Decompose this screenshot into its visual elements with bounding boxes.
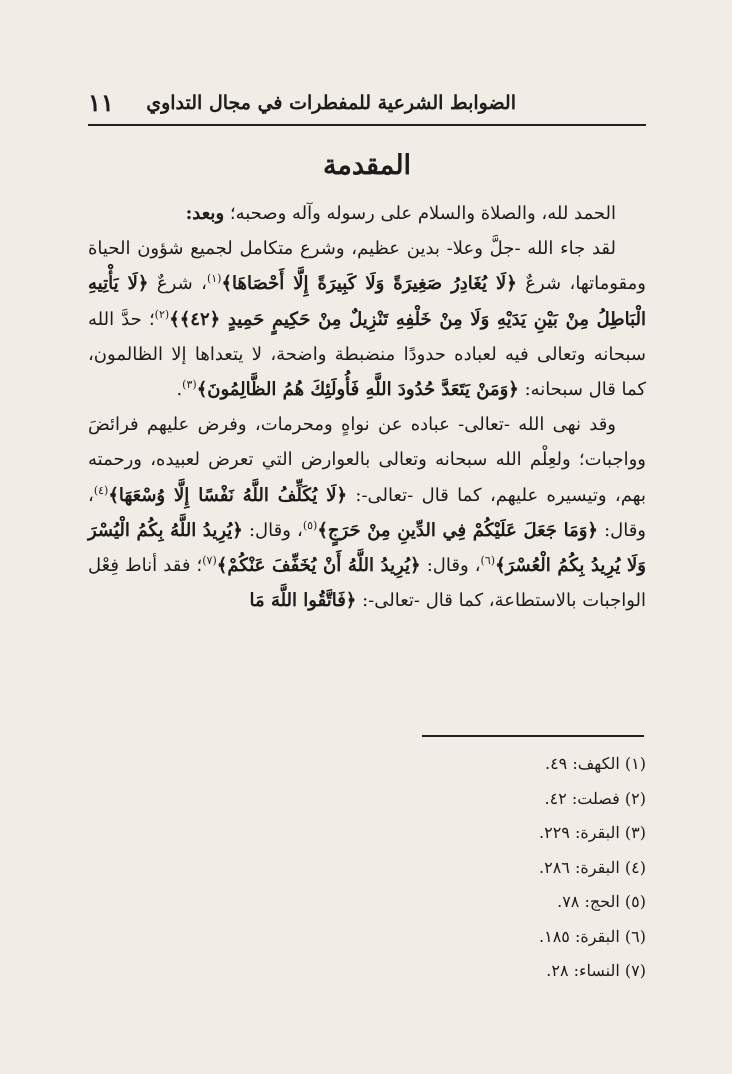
paragraph-2	[88, 231, 646, 407]
text-run: ، وقال:	[242, 519, 303, 541]
paragraph-3	[88, 407, 646, 618]
text-run: ؛ فقد أناط فِعْل الواجبات بالاستطاعة، كما قال -تعالى-:	[88, 555, 646, 612]
running-title: الضوابط الشرعية للمفطرات في مجال التداوي	[146, 92, 516, 114]
text-run: ، وقال:	[420, 555, 481, 577]
quran-verse: ﴿وَمَا جَعَلَ عَلَيْكُمْ فِي الدِّينِ مِنْ حَرَجٍ﴾	[317, 519, 598, 541]
footnote-ref: (٢)	[154, 307, 170, 321]
page-number: ١١	[88, 88, 114, 117]
footnote: (٥) الحج: ٧٨.	[557, 892, 646, 911]
footnote-ref: (٣)	[182, 378, 197, 392]
text-run: ؛ حدَّ الله سبحانه وتعالى فيه لعباده حدودًا منضبطة واضحة، لا يتعداها إلا الظالمون، كما قال سبحانه:	[88, 308, 646, 401]
text-run: الحمد لله، والصلاة والسلام على رسوله وآله وصحبه؛	[224, 203, 616, 224]
quran-verse: ﴿يُرِيدُ اللَّهُ بِكُمُ الْيُسْرَ وَلَا يُرِيدُ بِكُمُ الْعُسْرَ﴾	[88, 519, 646, 577]
text-run: ، شرعٌ	[148, 273, 207, 295]
quran-verse: ﴿لَا يُغَادِرُ صَغِيرَةً وَلَا كَبِيرَةً إِلَّا أَحْصَاهَا﴾	[221, 273, 517, 295]
footnote: (٢) فصلت: ٤٢.	[544, 788, 646, 808]
quran-verse: ﴿يُرِيدُ اللَّهُ أَنْ يُخَفِّفَ عَنْكُمْ﴾	[216, 555, 421, 577]
quran-verse: ﴿وَمَنْ يَتَعَدَّ حُدُودَ اللَّهِ فَأُولَئِكَ هُمُ الظَّالِمُونَ﴾	[196, 379, 519, 401]
text-run: .	[176, 379, 183, 401]
footnote-separator	[422, 735, 644, 737]
wa-baad: وبعد:	[185, 203, 225, 224]
body-text	[88, 196, 646, 618]
quran-verse: ﴿لَا يُكَلِّفُ اللَّهُ نَفْسًا إِلَّا وُسْعَهَا﴾	[108, 484, 348, 506]
footnote-ref: (٥)	[302, 518, 318, 532]
text-run: وقد نهى الله -تعالى- عباده عن نواهٍ ومحرمات، وفرض عليهم فرائضَ وواجبات؛ ولعِلْم الله سبحانه وتعالى بالعوارض التي تعرض لعبيده، ورحمته بهم، وتيسيره عليهم، كما قال -تعالى-:	[88, 414, 646, 506]
text-run: لقد جاء الله -جلَّ وعلا- بدين عظيم، وشرع متكامل لجميع شؤون الحياة ومقوماتها، شرعٌ	[88, 238, 646, 295]
section-title: المقدمة	[322, 150, 412, 181]
footnote-ref: (٧)	[202, 554, 217, 568]
quran-verse: ﴿لَا يَأْتِيهِ الْبَاطِلُ مِنْ بَيْنِ يَدَيْهِ وَلَا مِنْ خَلْفِهِ تَنْزِيلٌ مِنْ حَكِيمٍ حَمِيدٍ ﴿٤٢﴾﴾	[88, 273, 646, 330]
footnote: (٤) البقرة: ٢٨٦.	[539, 857, 646, 877]
footnotes	[88, 747, 646, 989]
footnote: (٣) البقرة: ٢٢٩.	[539, 823, 646, 842]
footnote: (١) الكهف: ٤٩.	[544, 754, 646, 773]
footnote-ref: (١)	[206, 272, 222, 286]
paragraph-1	[88, 196, 646, 231]
page-header	[88, 88, 646, 126]
footnote: (٧) النساء: ٢٨.	[546, 961, 646, 980]
footnote-ref: (٤)	[93, 483, 109, 497]
footnote-ref: (٦)	[480, 554, 496, 568]
footnote: (٦) البقرة: ١٨٥.	[539, 926, 646, 946]
quran-verse: ﴿فَاتَّقُوا اللَّهَ مَا	[249, 590, 357, 612]
text-run: ، وقال:	[88, 484, 647, 541]
